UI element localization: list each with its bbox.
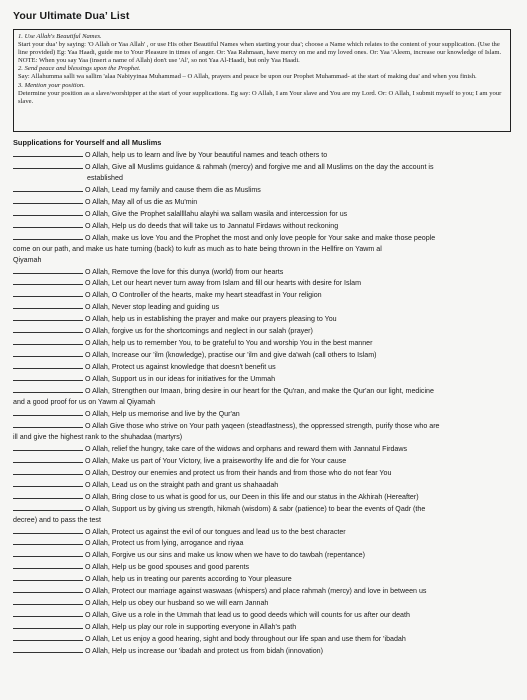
dua-text: O Allah, Let our heart never turn away from Islam and fill our hearts with desire for Islam (85, 279, 361, 288)
dua-text-continuation: established (87, 173, 123, 182)
dua-item (13, 633, 513, 645)
instruction-text: NOTE: When you say Yaa (insert a name of Allah) don't use 'Al', so not Yaa Al-Haadi, but only Yaa Haadi. (18, 57, 300, 65)
dua-item (13, 420, 513, 432)
name-of-allah-blank-line[interactable] (13, 277, 83, 285)
dua-text: O Allah, Bring close to us what is good for us, our Deen in this life and our status in the Akhirah (Hereafter) (85, 492, 419, 501)
instruction-heading: 3. Mention your position. (18, 81, 85, 89)
dua-item (13, 277, 513, 289)
dua-item (13, 443, 513, 455)
dua-item (13, 467, 513, 479)
dua-text: O Allah, May all of us die as Mu'min (85, 197, 198, 206)
dua-item (13, 479, 513, 491)
dua-text: O Allah, help us in establishing the prayer and make our prayers pleasing to You (85, 315, 337, 324)
instruction-text: Determine your position as a slave/worshipper at the start of your supplications. Eg say: O Allah, I am Your slave and You are my Lord. Or: O Allah, I submit myself to you; I am your slave. (18, 89, 502, 105)
instruction-heading: 1. Use Allah's Beautiful Names. (18, 33, 102, 40)
instructions-box (13, 29, 511, 132)
dua-item (13, 537, 513, 549)
dua-text: O Allah, Increase our 'ilm (knowledge), practise our 'ilm and give da'wah (call others to Islam) (85, 351, 377, 360)
dua-item (13, 561, 513, 573)
dua-text: O Allah, Protect us from lying, arrogance and riyaa (85, 539, 244, 548)
dua-text-continuation: decree) and to pass the test (13, 515, 101, 524)
dua-text: O Allah, Protect us against the evil of our tongues and lead us to the best character (85, 527, 346, 536)
dua-text: O Allah, Help us be good spouses and good parents (85, 563, 250, 572)
dua-item (13, 361, 513, 373)
name-of-allah-blank-line[interactable] (13, 220, 83, 228)
dua-list (13, 149, 513, 657)
name-of-allah-blank-line[interactable] (13, 633, 83, 641)
name-of-allah-blank-line[interactable] (13, 196, 83, 204)
dua-text: O Allah, Help us obey our husband so we will earn Jannah (85, 599, 269, 608)
name-of-allah-blank-line[interactable] (13, 503, 83, 511)
dua-text: O Allah, Help us play our role in supporting everyone in Allah's path (85, 623, 297, 632)
dua-text-continuation: ill and give the highest rank to the shuhadaa (martyrs) (13, 432, 183, 441)
dua-text: O Allah, Make us part of Your Victory, live a praiseworthy life and die for Your cause (85, 456, 347, 465)
name-of-allah-blank-line[interactable] (13, 467, 83, 475)
dua-text: O Allah, Destroy our enemies and protect us from their hands and from those who do not fear You (85, 468, 392, 477)
dua-item (13, 196, 513, 208)
dua-item (13, 373, 513, 385)
name-of-allah-blank-line[interactable] (13, 549, 83, 557)
dua-item (13, 549, 513, 561)
dua-text: O Allah, Forgive us our sins and make us know when we have to do tawbah (repentance) (85, 551, 365, 560)
dua-text: O Allah, Help us increase our 'ibadah and protect us from bidah (innovation) (85, 647, 323, 656)
dua-text-continuation: Qiyamah (13, 255, 42, 264)
name-of-allah-blank-line[interactable] (13, 561, 83, 569)
name-of-allah-blank-line[interactable] (13, 385, 83, 393)
dua-text: O Allah, Give all Muslims guidance & rahmah (mercy) and forgive me and all Muslims on the day the account is (85, 162, 434, 171)
instruction-heading: 2. Send peace and blessings upon the Prophet. (18, 65, 141, 73)
dua-text: O Allah, Let us enjoy a good hearing, sight and body throughout our life span and use them for 'ibadah (85, 635, 406, 644)
instruction-text: Say: Allahumma salli wa sallim 'alaa Nabiyyinaa Muhammad – O Allah, prayers and peace be upon our Prophet Muhammad- at the start of making dua' and when you finish. (18, 73, 477, 81)
dua-text: O Allah, forgive us for the shortcomings and neglect in our salah (prayer) (85, 327, 313, 336)
section-heading: Supplications for Yourself and all Muslims (13, 138, 162, 147)
name-of-allah-blank-line[interactable] (13, 349, 83, 357)
dua-item (13, 184, 513, 196)
name-of-allah-blank-line[interactable] (13, 373, 83, 381)
name-of-allah-blank-line[interactable] (13, 408, 83, 416)
name-of-allah-blank-line[interactable] (13, 597, 83, 605)
dua-item (13, 573, 513, 585)
dua-text: O Allah, Give the Prophet salallllahu alayhi wa sallam wasila and intercession for us (85, 209, 348, 218)
dua-item (13, 455, 513, 467)
dua-text: O Allah, make us love You and the Prophet the most and only love people for Your sake and make those people (85, 233, 436, 242)
dua-text: O Allah, Lead us on the straight path and grant us shahaadah (85, 480, 279, 489)
name-of-allah-blank-line[interactable] (13, 491, 83, 499)
dua-text: O Allah, relief the hungry, take care of the widows and orphans and reward them with Jannatul Firdaws (85, 444, 408, 453)
dua-text: O Allah, help us to learn and live by Your beautiful names and teach others to (85, 151, 328, 159)
dua-item (13, 408, 513, 420)
dua-item (13, 503, 513, 515)
name-of-allah-blank-line[interactable] (13, 266, 83, 274)
dua-text: O Allah, Strengthen our Imaan, bring desire in our heart for the Qu'ran, and make the Qur'an our light, medicine (85, 387, 434, 396)
dua-item (13, 232, 513, 244)
dua-text: O Allah, Protect us against knowledge that doesn't benefit us (85, 363, 276, 372)
name-of-allah-blank-line[interactable] (13, 479, 83, 487)
name-of-allah-blank-line[interactable] (13, 289, 83, 297)
dua-item (13, 313, 513, 325)
page-title: Your Ultimate Dua’ List (13, 10, 130, 22)
dua-item (13, 301, 513, 313)
name-of-allah-blank-line[interactable] (13, 573, 83, 581)
dua-item (13, 349, 513, 361)
dua-item (13, 266, 513, 278)
dua-text: O Allah, Remove the love for this dunya (world) from our hearts (85, 267, 284, 276)
dua-item (13, 385, 513, 397)
name-of-allah-blank-line[interactable] (13, 313, 83, 321)
name-of-allah-blank-line[interactable] (13, 184, 83, 192)
name-of-allah-blank-line[interactable] (13, 301, 83, 309)
dua-text: O Allah, Support us by giving us strength, hikmah (wisdom) & sabr (patience) to bear the events of Qadr (the (85, 504, 426, 513)
dua-item (13, 149, 513, 161)
name-of-allah-blank-line[interactable] (13, 526, 83, 534)
dua-text: O Allah, Protect our marriage against waswaas (whispers) and place rahmah (mercy) and love in between us (85, 587, 427, 596)
name-of-allah-blank-line[interactable] (13, 361, 83, 369)
dua-text: O Allah, Never stop leading and guiding us (85, 303, 220, 312)
instruction-text: Start your dua’ by saying: 'O Allah or Yaa Allah' , or use His other Beautiful Names when starting your dua'; choose a Name which relates to the content of your supplication. (Use the line provided) Eg: Yaa Haadi, guide me to Your Pleasure in times of anger. Or: Yaa Rahmaan, have mercy on me and my loved ones. Or: Yaa 'Aleem, increase our knowledge of Islam. (18, 41, 502, 57)
name-of-allah-blank-line[interactable] (13, 609, 83, 617)
dua-text: O Allah, Help us memorise and live by the Qur'an (85, 409, 240, 418)
dua-item (13, 491, 513, 503)
dua-item (13, 325, 513, 337)
dua-item (13, 621, 513, 633)
name-of-allah-blank-line[interactable] (13, 161, 83, 169)
dua-item (13, 609, 513, 621)
dua-text: O Allah, Help us do deeds that will take us to Jannatul Firdaws without reckoning (85, 221, 339, 230)
dua-text: O Allah, help us in treating our parents according to Your pleasure (85, 575, 292, 584)
dua-item (13, 161, 513, 173)
dua-item (13, 220, 513, 232)
dua-item (13, 337, 513, 349)
dua-item (13, 585, 513, 597)
name-of-allah-blank-line[interactable] (13, 537, 83, 545)
name-of-allah-blank-line[interactable] (13, 420, 83, 428)
dua-item (13, 208, 513, 220)
name-of-allah-blank-line[interactable] (13, 443, 83, 451)
dua-item (13, 645, 513, 657)
dua-text-continuation: and a good proof for us on Yawm al Qiyamah (13, 398, 156, 407)
name-of-allah-blank-line[interactable] (13, 232, 83, 240)
dua-text-continuation: come on our path, and make us hate turning (back) to kufr as much as to hate being thrown in the Hellfire on Yawm al (13, 244, 382, 253)
name-of-allah-blank-line[interactable] (13, 621, 83, 629)
dua-text: O Allah, O Controller of the hearts, make my heart steadfast in Your religion (85, 291, 322, 300)
dua-item (13, 289, 513, 301)
dua-text: O Allah, Lead my family and cause them die as Muslims (85, 185, 261, 194)
name-of-allah-blank-line[interactable] (13, 337, 83, 345)
name-of-allah-blank-line[interactable] (13, 585, 83, 593)
dua-text: O Allah, help us to remember You, to be grateful to You and worship You in the best manner (85, 339, 373, 348)
name-of-allah-blank-line[interactable] (13, 645, 83, 653)
dua-text: O Allah Give those who strive on Your path yaqeen (steadfastness), the oppressed strength, purify those who are (85, 421, 440, 430)
dua-text: O Allah, Support us in our ideas for initiatives for the Ummah (85, 375, 276, 384)
name-of-allah-blank-line[interactable] (13, 325, 83, 333)
dua-item (13, 526, 513, 538)
dua-text: O Allah, Give us a role in the Ummah that lead us to good deeds which will counts for us after our death (85, 611, 410, 620)
name-of-allah-blank-line[interactable] (13, 149, 83, 157)
name-of-allah-blank-line[interactable] (13, 208, 83, 216)
name-of-allah-blank-line[interactable] (13, 455, 83, 463)
dua-item (13, 597, 513, 609)
